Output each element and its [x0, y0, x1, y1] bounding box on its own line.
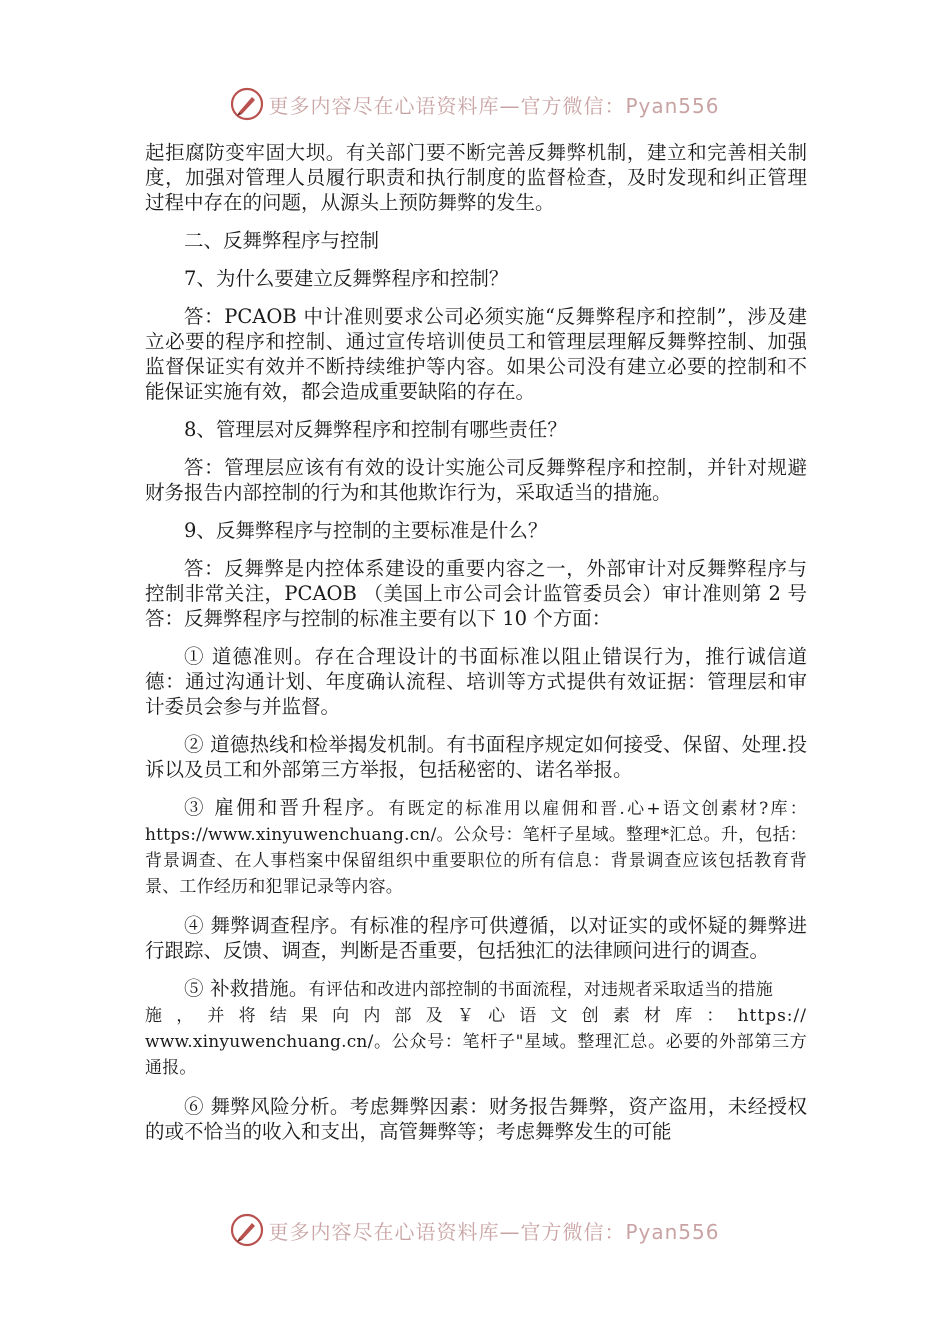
- answer: 答：PCAOB 中计准则要求公司必须实施“反舞弊程序和控制”，涉及建立必要的程序和控制、通过宣传培训使员工和管理层理解反舞弊控制、加强监督保证实有效并不断持续维护等内容。如果公司没有建立必要的控制和不能保证实施有效，都会造成重要缺陷的存在。: [145, 305, 807, 403]
- answer: 答：管理层应该有有效的设计实施公司反舞弊程序和控制，并针对规避财务报告内部控制的行为和其他欺诈行为，采取适当的措施。: [145, 456, 807, 504]
- question: 7、为什么要建立反舞弊程序和控制？: [184, 267, 509, 290]
- list-item-text: www.xinyuwenchuang.cn/。公众号：笔杆子"星域。整理汇总。必要的外部第三方通报。: [145, 1032, 807, 1078]
- banner-text: 更多内容尽在心语资料库—官方微信：Pyan556: [268, 93, 720, 118]
- list-item-text: 有既定的标准用以雇佣和晋.心+语文创素材?库：https://www.xinyuwenchuang.cn/。公众号：笔杆子星域。整理*汇总。升，包括：背景调查、在人事档案中保留组织中重要职位的所有信息：背景调查应该包括教育背景、工作经历和犯罪记录等内容。: [145, 799, 807, 897]
- list-item-lead: ⑤ 补救措施。: [184, 977, 309, 1000]
- answer: 答：反舞弊是内控体系建设的重要内容之一，外部审计对反舞弊程序与控制非常关注，PCAOB （美国上市公司会计监管委员会）审计准则第 2 号答：反舞弊程序与控制的标准主要有以下 10 个方面：: [145, 557, 807, 630]
- header-banner: [0, 84, 950, 124]
- question: 8、管理层对反舞弊程序和控制有哪些责任？: [184, 418, 567, 441]
- list-item: ⑥ 舞弊风险分析。考虑舞弊因素：财务报告舞弊，资产盗用，未经授权的或不恰当的收入和支出，高管舞弊等；考虑舞弊发生的可能: [145, 1095, 807, 1143]
- list-item-text: 施，并将结果向内部及￥心语文创素材库：https://: [145, 1006, 807, 1026]
- document-body: [145, 140, 807, 1157]
- list-item: [145, 795, 807, 900]
- list-item: ② 道德热线和检举揭发机制。有书面程序规定如何接受、保留、处理.投诉以及员工和外部第三方举报，包括秘密的、诺名举报。: [145, 733, 807, 781]
- banner-text: 更多内容尽在心语资料库—官方微信：Pyan556: [268, 1219, 720, 1244]
- list-item: ④ 舞弊调查程序。有标准的程序可供遵循，以对证实的或怀疑的舞弊进行跟踪、反馈、调查，判断是否重要，包括独汇的法律顾问进行的调查。: [145, 914, 807, 962]
- footer-banner: [0, 1210, 950, 1250]
- list-item: [145, 976, 807, 1081]
- list-item-lead: ③ 雇佣和晋升程序。: [184, 796, 389, 819]
- pen-logo-icon: [230, 87, 264, 121]
- section-heading: 二、反舞弊程序与控制: [184, 229, 380, 252]
- paragraph: 起拒腐防变牢固大坝。有关部门要不断完善反舞弊机制，建立和完善相关制度，加强对管理人员履行职责和执行制度的监督检查，及时发现和纠正管理过程中存在的问题，从源头上预防舞弊的发生。: [145, 141, 807, 214]
- question: 9、反舞弊程序与控制的主要标准是什么？: [184, 519, 548, 542]
- pen-logo-icon: [230, 1213, 264, 1247]
- list-item: ① 道德准则。存在合理设计的书面标准以阻止错误行为，推行诚信道德：通过沟通计划、年度确认流程、培训等方式提供有效证据：管理层和审计委员会参与并监督。: [145, 645, 807, 718]
- list-item-text: 有评估和改进内部控制的书面流程，对违规者采取适当的措施: [308, 980, 774, 1000]
